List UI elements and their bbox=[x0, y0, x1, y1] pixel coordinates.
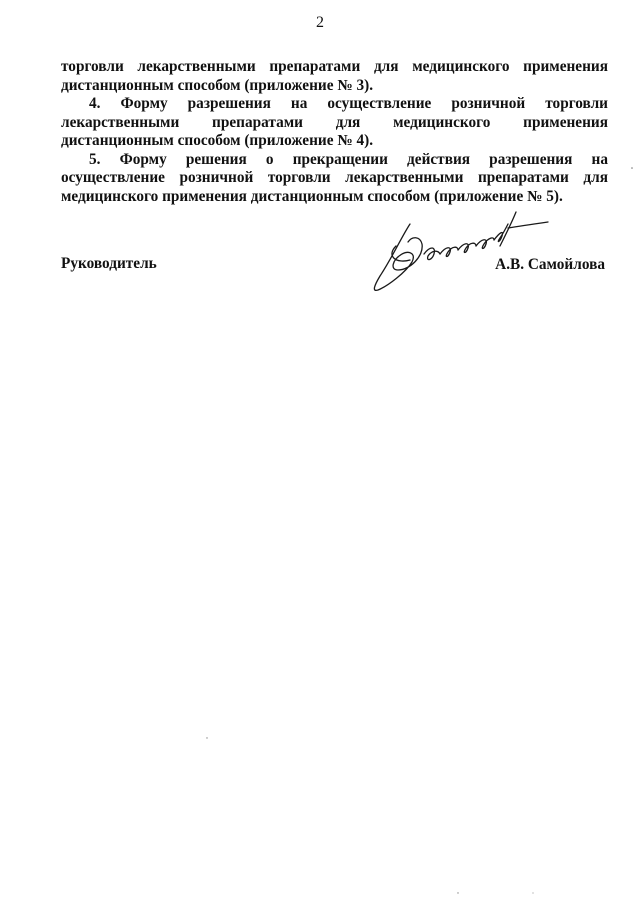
paragraph-continuation: торговли лекарственными препаратами для медицинского применения дистанционным способом (приложение № 3). bbox=[61, 58, 608, 94]
handwritten-signature bbox=[366, 206, 556, 296]
page-number: 2 bbox=[316, 14, 324, 31]
signatory-name: А.В. Самойлова bbox=[495, 256, 605, 273]
paragraph-item-5: 5. Форму решения о прекращении действия разрешения на осуществление розничной торговли лекарственными препаратами для медицинского применения дистанционным способом (приложение № 5). bbox=[61, 150, 608, 205]
document-body bbox=[61, 58, 608, 206]
signatory-title: Руководитель bbox=[61, 255, 157, 272]
paragraph-item-4: 4. Форму разрешения на осуществление розничной торговли лекарственными препаратами для медицинского применения дистанционным способом (приложение № 4). bbox=[61, 95, 608, 149]
